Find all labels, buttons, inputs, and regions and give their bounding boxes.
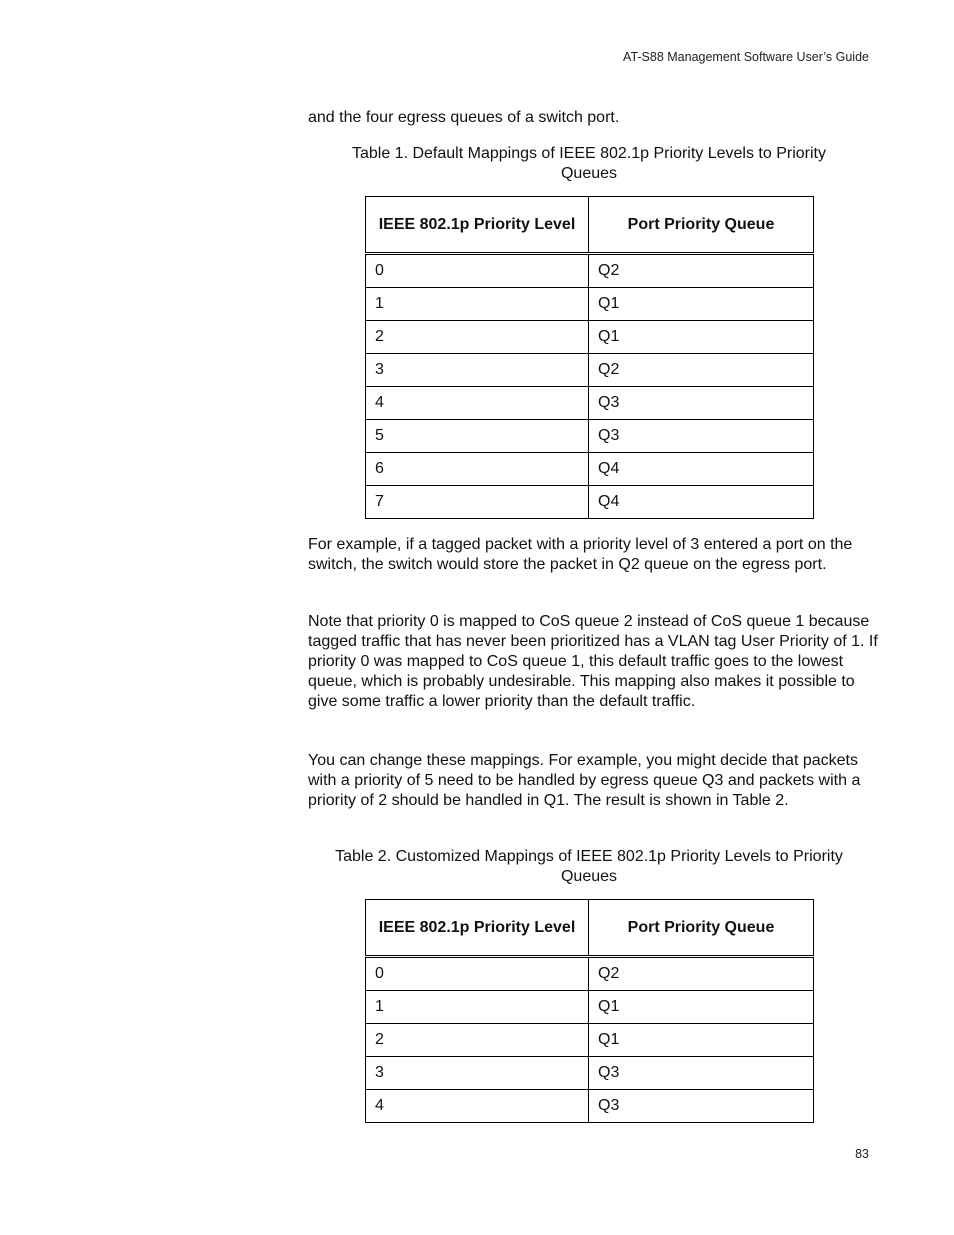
column-header-priority-level: IEEE 802.1p Priority Level xyxy=(366,197,589,254)
priority-level-cell: 5 xyxy=(366,420,589,453)
intro-text: and the four egress queues of a switch port. xyxy=(308,109,620,126)
queue-cell: Q1 xyxy=(589,321,814,354)
priority-level-cell: 4 xyxy=(366,1090,589,1123)
column-header-port-priority-queue: Port Priority Queue xyxy=(589,900,814,957)
table-row xyxy=(366,387,814,420)
table-row xyxy=(366,354,814,387)
queue-cell: Q4 xyxy=(589,453,814,486)
queue-cell: Q1 xyxy=(589,991,814,1024)
column-header-priority-level: IEEE 802.1p Priority Level xyxy=(366,900,589,957)
paragraph-change-mappings: You can change these mappings. For example, you might decide that packets with a priority of 5 need to be handled by egress queue Q3 and packets with a priority of 2 should be handled in Q1. The result is shown in Table 2. xyxy=(308,752,861,809)
queue-cell: Q2 xyxy=(589,957,814,991)
table-row xyxy=(366,321,814,354)
table2-caption-line1: Table 2. Customized Mappings of IEEE 802.1p Priority Levels to Priority xyxy=(335,848,843,865)
table1-default-mappings xyxy=(365,196,814,519)
priority-level-cell: 0 xyxy=(366,957,589,991)
queue-cell: Q3 xyxy=(589,420,814,453)
queue-cell: Q2 xyxy=(589,354,814,387)
table1-caption-line1: Table 1. Default Mappings of IEEE 802.1p Priority Levels to Priority xyxy=(351,145,826,162)
table1-caption xyxy=(308,144,870,184)
table2-customized-mappings xyxy=(365,899,814,1123)
priority-level-cell: 1 xyxy=(366,288,589,321)
table-row xyxy=(366,288,814,321)
table-row xyxy=(366,1090,814,1123)
page-number: 83 xyxy=(855,1147,869,1161)
paragraph-example: For example, if a tagged packet with a priority level of 3 entered a port on the switch, the switch would store the packet in Q2 queue on the egress port. xyxy=(308,536,853,573)
priority-level-cell: 2 xyxy=(366,1024,589,1057)
table-row xyxy=(366,957,814,991)
paragraph-note: Note that priority 0 is mapped to CoS queue 2 instead of CoS queue 1 because tagged traffic that has never been prioritized has a VLAN tag User Priority of 1. If priority 0 was mapped to CoS queue 1, this default traffic goes to the lowest queue, which is probably undesirable. This mapping also makes it possible to give some traffic a lower priority than the default traffic. xyxy=(308,613,878,710)
column-header-port-priority-queue: Port Priority Queue xyxy=(589,197,814,254)
table-row xyxy=(366,1024,814,1057)
queue-cell: Q3 xyxy=(589,387,814,420)
table-row xyxy=(366,1057,814,1090)
priority-level-cell: 1 xyxy=(366,991,589,1024)
table-row xyxy=(366,254,814,288)
table-header-row xyxy=(366,900,814,957)
table-header-row xyxy=(366,197,814,254)
queue-cell: Q4 xyxy=(589,486,814,519)
table-row xyxy=(366,991,814,1024)
queue-cell: Q1 xyxy=(589,288,814,321)
queue-cell: Q2 xyxy=(589,254,814,288)
priority-level-cell: 7 xyxy=(366,486,589,519)
table1-caption-line2: Queues xyxy=(560,165,618,182)
table-row xyxy=(366,486,814,519)
table-row xyxy=(366,453,814,486)
queue-cell: Q1 xyxy=(589,1024,814,1057)
priority-level-cell: 2 xyxy=(366,321,589,354)
table2-caption xyxy=(308,847,870,887)
priority-level-cell: 6 xyxy=(366,453,589,486)
queue-cell: Q3 xyxy=(589,1090,814,1123)
queue-cell: Q3 xyxy=(589,1057,814,1090)
table-row xyxy=(366,420,814,453)
priority-level-cell: 3 xyxy=(366,1057,589,1090)
priority-level-cell: 0 xyxy=(366,254,589,288)
priority-level-cell: 3 xyxy=(366,354,589,387)
table2-caption-line2: Queues xyxy=(560,868,618,885)
running-header: AT-S88 Management Software User’s Guide xyxy=(623,50,869,64)
priority-level-cell: 4 xyxy=(366,387,589,420)
